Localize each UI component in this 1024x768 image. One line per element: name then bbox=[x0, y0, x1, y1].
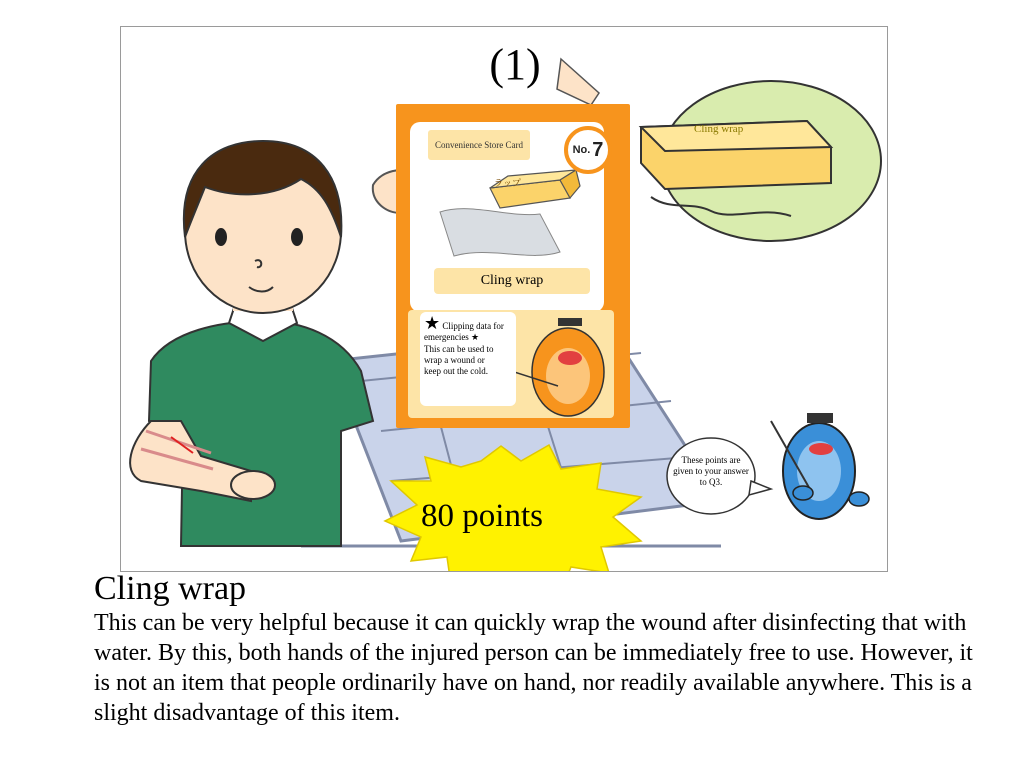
caption-body: This can be very helpful because it can quickly wrap the wound after disinfecting that with water. By this, both hands of the injured person can be immediately free to use. However, it is not an item that people ordinarily have on hand, nor readily available anywhere. This is a slight disadvantage of this item. bbox=[94, 610, 973, 726]
box-label: ラップ bbox=[494, 179, 521, 189]
card-number-prefix: No. bbox=[572, 144, 591, 156]
card-note-heading-text: Clipping data for emergencies ★ bbox=[424, 321, 504, 342]
points-label: 80 points bbox=[421, 498, 543, 534]
caption-title: Cling wrap bbox=[94, 570, 247, 607]
panel-number: (1) bbox=[489, 40, 541, 89]
thought-bubble-label: Cling wrap bbox=[694, 123, 744, 135]
blue-mascot bbox=[771, 413, 869, 519]
convenience-store-card bbox=[396, 104, 630, 428]
card-item-name: Cling wrap bbox=[434, 268, 590, 294]
card-note-body: This can be used to wrap a wound or keep out the cold. bbox=[424, 344, 494, 376]
card-number-badge bbox=[564, 126, 612, 174]
card-number: 7 bbox=[592, 138, 604, 161]
card-note-heading bbox=[424, 313, 520, 343]
boy bbox=[130, 141, 373, 546]
speech-bubble-text: These points are given to your answer to Q3. bbox=[673, 455, 749, 487]
star-icon: ★ bbox=[424, 313, 441, 333]
card-tag: Convenience Store Card bbox=[428, 130, 530, 160]
caption bbox=[94, 570, 974, 728]
thought-bubble bbox=[641, 81, 881, 241]
